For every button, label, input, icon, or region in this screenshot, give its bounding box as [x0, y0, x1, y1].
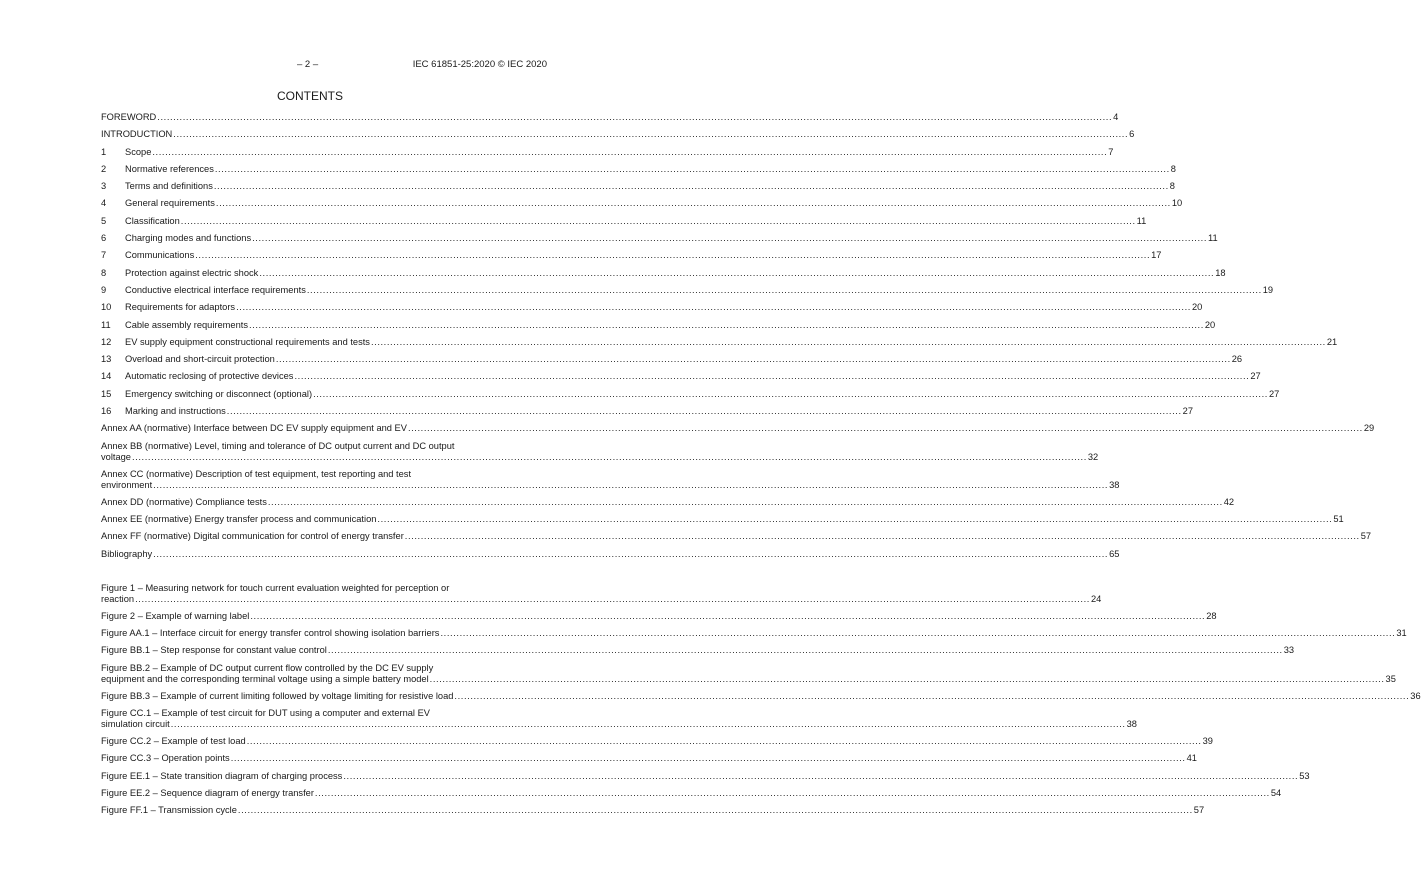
entry-title: Figure BB.1 – Step response for constant value control: [101, 645, 327, 656]
entry-page: 33: [1283, 645, 1295, 656]
entry-page: 42: [1223, 496, 1235, 507]
entry-title: Figure EE.2 – Sequence diagram of energy transfer: [101, 787, 314, 798]
entry-title: Figure CC.2 – Example of test load: [101, 736, 246, 747]
toc-entry[interactable]: [101, 440, 1099, 469]
section-gap: [101, 566, 545, 583]
entry-page: 20: [1204, 319, 1216, 330]
figure-entry[interactable]: [101, 690, 1421, 708]
figure-entry[interactable]: [101, 753, 1197, 770]
figure-entry[interactable]: [101, 736, 1213, 753]
dot-leader: ............................................................................................................................................................................................................................................................................................................: [152, 146, 1108, 157]
entry-page: 19: [1262, 284, 1274, 295]
entry-page: 11: [1136, 215, 1147, 226]
entry-title-line: Figure BB.2 – Example of DC output current flow controlled by the DC EV supply: [101, 662, 434, 673]
entry-number: 13: [101, 354, 112, 365]
dot-leader: ............................................................................................................................................................................................................................................................................................................: [173, 129, 1129, 140]
entry-number: 15: [101, 388, 112, 399]
entry-page: 7: [1108, 146, 1114, 157]
entry-title: equipment and the corresponding terminal voltage using a simple battery model: [101, 673, 429, 684]
dot-leader: ............................................................................................................................................................................................................................................................................................................: [153, 548, 1109, 559]
dot-leader: ............................................................................................................................................................................................................................................................................................................: [214, 163, 1170, 174]
entry-number: 9: [101, 284, 107, 295]
entry-title: Scope: [125, 146, 152, 157]
entry-page: 21: [1326, 336, 1338, 347]
dot-leader: ............................................................................................................................................................................................................................................................................................................: [195, 250, 1151, 261]
entry-page: 57: [1360, 531, 1372, 542]
toc-entry[interactable]: [101, 267, 1226, 285]
entry-title-line: Figure CC.1 – Example of test circuit for DUT using a computer and external EV: [101, 708, 430, 719]
figure-entry[interactable]: [101, 787, 1282, 805]
entry-title-line: Annex BB (normative) Level, timing and tolerance of DC output current and DC output: [101, 440, 455, 451]
entry-page: 53: [1299, 770, 1310, 781]
entry-page: 8: [1170, 163, 1176, 174]
entry-title: Annex DD (normative) Compliance tests: [101, 496, 267, 507]
entry-number: 16: [101, 406, 112, 417]
entry-title: Overload and short-circuit protection: [125, 354, 275, 365]
entry-title: Annex AA (normative) Interface between DC EV supply equipment and EV: [101, 423, 407, 434]
entry-title-line: Figure 1 – Measuring network for touch current evaluation weighted for perception or: [101, 582, 450, 593]
toc-entry[interactable]: [101, 468, 1120, 497]
entry-title: Emergency switching or disconnect (optional): [125, 388, 313, 399]
dot-leader: ............................................................................................................................................................................................................................................................................................................: [454, 690, 1410, 701]
dot-leader: ............................................................................................................................................................................................................................................................................................................: [226, 406, 1182, 417]
entry-title: Figure BB.3 – Example of current limiting followed by voltage limiting for resistive load: [101, 690, 454, 701]
figure-entry[interactable]: [101, 628, 1407, 645]
entry-number: 1: [101, 146, 107, 157]
entry-title: Terms and definitions: [125, 181, 213, 192]
dot-leader: ............................................................................................................................................................................................................................................................................................................: [236, 302, 1191, 313]
dot-leader: ............................................................................................................................................................................................................................................................................................................: [314, 787, 1270, 798]
toc-entry[interactable]: [101, 163, 1176, 181]
entry-number: 5: [101, 215, 107, 226]
dot-leader: ............................................................................................................................................................................................................................................................................................................: [250, 610, 1206, 621]
entry-title: Figure 2 – Example of warning label: [101, 610, 250, 621]
entry-title: Annex EE (normative) Energy transfer process and communication: [101, 513, 377, 524]
toc-entry[interactable]: [101, 513, 1344, 531]
table-of-contents: [101, 112, 1421, 823]
figure-entry[interactable]: [101, 645, 1295, 662]
contents-title: CONTENTS: [277, 89, 343, 103]
toc-entry[interactable]: [101, 548, 1120, 566]
entry-title: voltage: [101, 451, 131, 462]
entry-number: 11: [101, 319, 111, 330]
entry-page: 6: [1129, 129, 1135, 140]
entry-title: Communications: [125, 250, 195, 261]
toc-entry[interactable]: [101, 233, 1218, 250]
entry-number: 8: [101, 267, 107, 278]
dot-leader: ............................................................................................................................................................................................................................................................................................................: [259, 267, 1215, 278]
entry-title: Classification: [125, 215, 180, 226]
dot-leader: ............................................................................................................................................................................................................................................................................................................: [215, 198, 1171, 209]
entry-page: 17: [1151, 250, 1162, 261]
dot-leader: ............................................................................................................................................................................................................................................................................................................: [327, 645, 1283, 656]
entry-title: Normative references: [125, 163, 214, 174]
entry-number: 4: [101, 198, 107, 209]
toc-entry[interactable]: [101, 371, 1261, 388]
entry-page: 20: [1191, 302, 1203, 313]
entry-page: 11: [1208, 233, 1218, 244]
dot-leader: ............................................................................................................................................................................................................................................................................................................: [377, 513, 1333, 524]
dot-leader: ............................................................................................................................................................................................................................................................................................................: [306, 284, 1262, 295]
figure-entry[interactable]: [101, 770, 1310, 788]
dot-leader: ............................................................................................................................................................................................................................................................................................................: [131, 451, 1087, 462]
dot-leader: ............................................................................................................................................................................................................................................................................................................: [429, 673, 1385, 684]
figure-entry[interactable]: [101, 708, 1137, 736]
dot-leader: ............................................................................................................................................................................................................................................................................................................: [246, 736, 1202, 747]
toc-entry[interactable]: [101, 354, 1243, 371]
toc-entry[interactable]: [101, 129, 1135, 146]
entry-number: 12: [101, 336, 112, 347]
dot-leader: ............................................................................................................................................................................................................................................................................................................: [135, 593, 1090, 604]
dot-leader: ............................................................................................................................................................................................................................................................................................................: [213, 181, 1169, 192]
toc-entry[interactable]: [101, 388, 1280, 406]
dot-leader: ............................................................................................................................................................................................................................................................................................................: [407, 423, 1363, 434]
entry-title: Marking and instructions: [125, 406, 226, 417]
entry-page: 65: [1109, 548, 1120, 559]
entry-page: 38: [1109, 479, 1120, 490]
toc-entry[interactable]: [101, 496, 1235, 514]
dot-leader: ............................................................................................................................................................................................................................................................................................................: [370, 336, 1326, 347]
dot-leader: ............................................................................................................................................................................................................................................................................................................: [294, 371, 1250, 382]
entry-page: 28: [1206, 610, 1217, 621]
toc-entry[interactable]: [101, 250, 1162, 267]
standard-reference: IEC 61851-25:2020 © IEC 2020: [412, 59, 547, 70]
entry-page: 57: [1193, 805, 1205, 816]
toc-entry[interactable]: [101, 198, 1183, 215]
entry-page: 35: [1385, 673, 1396, 684]
figure-entry[interactable]: [101, 610, 1217, 628]
figure-entry[interactable]: [101, 805, 1205, 822]
toc-entry[interactable]: [101, 181, 1175, 198]
entry-title: Requirements for adaptors: [125, 302, 236, 313]
entry-page: 18: [1215, 267, 1226, 278]
entry-title: reaction: [101, 593, 135, 604]
entry-title: Figure CC.3 – Operation points: [101, 753, 230, 764]
dot-leader: ............................................................................................................................................................................................................................................................................................................: [343, 770, 1299, 781]
entry-number: 6: [101, 233, 107, 244]
toc-entry[interactable]: [101, 423, 1375, 440]
entry-number: 2: [101, 163, 107, 174]
entry-title: Cable assembly requirements: [125, 319, 248, 330]
entry-number: 10: [101, 302, 112, 313]
entry-page: 29: [1363, 423, 1375, 434]
entry-title: General requirements: [125, 198, 215, 209]
dot-leader: ............................................................................................................................................................................................................................................................................................................: [153, 479, 1109, 490]
entry-title: simulation circuit: [101, 719, 170, 730]
dot-leader: ............................................................................................................................................................................................................................................................................................................: [267, 496, 1223, 507]
entry-title: Figure AA.1 – Interface circuit for energy transfer control showing isolation barriers: [101, 628, 440, 639]
entry-title: Annex FF (normative) Digital communication for control of energy transfer: [101, 531, 404, 542]
entry-page: 24: [1090, 593, 1102, 604]
figure-entry[interactable]: [101, 582, 1102, 611]
figure-entry[interactable]: [101, 662, 1396, 691]
dot-leader: ............................................................................................................................................................................................................................................................................................................: [180, 215, 1136, 226]
entry-number: 7: [101, 250, 107, 261]
page-number: – 2 –: [297, 59, 319, 70]
entry-page: 39: [1202, 736, 1213, 747]
dot-leader: ............................................................................................................................................................................................................................................................................................................: [404, 531, 1360, 542]
entry-page: 10: [1171, 198, 1183, 209]
toc-entry[interactable]: [101, 215, 1147, 233]
dot-leader: ............................................................................................................................................................................................................................................................................................................: [252, 233, 1207, 244]
entry-number: 3: [101, 181, 107, 192]
toc-entry[interactable]: [101, 112, 1119, 129]
entry-page: 27: [1250, 371, 1261, 382]
entry-title: environment: [101, 479, 153, 490]
entry-page: 51: [1333, 513, 1344, 524]
toc-entry[interactable]: [101, 319, 1216, 337]
entry-page: 32: [1087, 451, 1099, 462]
entry-title: Charging modes and functions: [125, 233, 252, 244]
toc-entry[interactable]: [101, 406, 1193, 423]
page-header: [0, 59, 620, 73]
entry-page: 41: [1186, 753, 1197, 764]
entry-page: 4: [1113, 112, 1119, 122]
dot-leader: ............................................................................................................................................................................................................................................................................................................: [313, 388, 1268, 399]
entry-page: 31: [1396, 628, 1407, 639]
entry-page: 27: [1268, 388, 1280, 399]
dot-leader: ............................................................................................................................................................................................................................................................................................................: [275, 354, 1231, 365]
entry-page: 8: [1169, 181, 1175, 192]
dot-leader: ............................................................................................................................................................................................................................................................................................................: [170, 719, 1126, 730]
entry-title: EV supply equipment constructional requirements and tests: [125, 336, 370, 347]
toc-entry[interactable]: [101, 302, 1203, 319]
entry-title: Figure EE.1 – State transition diagram of charging process: [101, 770, 343, 781]
dot-leader: ............................................................................................................................................................................................................................................................................................................: [440, 628, 1396, 639]
entry-page: 54: [1270, 787, 1282, 798]
toc-entry[interactable]: [101, 146, 1114, 164]
entry-page: 26: [1231, 354, 1243, 365]
entry-title: FOREWORD: [101, 112, 157, 122]
entry-title: Conductive electrical interface requirements: [125, 284, 306, 295]
toc-entry[interactable]: [101, 336, 1338, 354]
toc-entry[interactable]: [101, 284, 1274, 302]
dot-leader: ............................................................................................................................................................................................................................................................................................................: [248, 319, 1204, 330]
entry-title: Automatic reclosing of protective devices: [125, 371, 294, 382]
entry-page: 27: [1182, 406, 1193, 417]
entry-page: 38: [1126, 719, 1137, 730]
entry-title: INTRODUCTION: [101, 129, 173, 140]
entry-title: Figure FF.1 – Transmission cycle: [101, 805, 237, 816]
entry-page: 36: [1410, 690, 1421, 701]
entry-title: Protection against electric shock: [125, 267, 259, 278]
toc-entry[interactable]: [101, 531, 1372, 548]
entry-title-line: Annex CC (normative) Description of test equipment, test reporting and test: [101, 468, 412, 479]
entry-number: 14: [101, 371, 112, 382]
dot-leader: ............................................................................................................................................................................................................................................................................................................: [230, 753, 1186, 764]
dot-leader: ............................................................................................................................................................................................................................................................................................................: [237, 805, 1193, 816]
dot-leader: ............................................................................................................................................................................................................................................................................................................: [157, 112, 1113, 122]
entry-title: Bibliography: [101, 548, 153, 559]
